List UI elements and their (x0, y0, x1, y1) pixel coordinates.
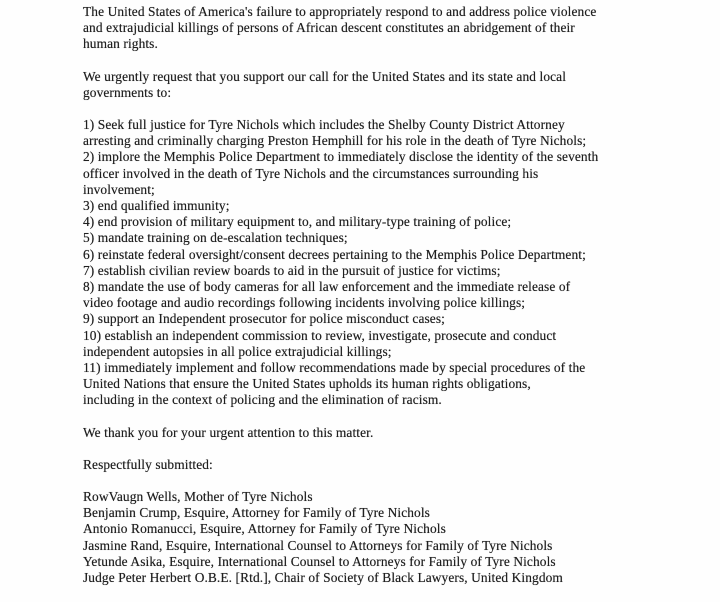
signature-line: Judge Peter Herbert O.B.E. [Rtd.], Chair of Society of Black Lawyers, United Kingdom (83, 570, 563, 586)
demand-list-line: 10) establish an independent commission to review, investigate, prosecute and conduct (83, 327, 557, 343)
signature-line: Yetunde Asika, Esquire, International Counsel to Attorneys for Family of Tyre Nichols (83, 553, 556, 569)
text-line: We urgently request that you support our call for the United States and its state and local (83, 68, 567, 84)
letter-body (83, 4, 683, 586)
demand-list-line: 2) implore the Memphis Police Department to immediately disclose the identity of the seventh (83, 149, 599, 165)
demand-list-line: 3) end qualified immunity; (83, 198, 230, 214)
signature-line: Benjamin Crump, Esquire, Attorney for Family of Tyre Nichols (83, 505, 430, 521)
demand-list-line: 11) immediately implement and follow recommendations made by special procedures of the (83, 360, 586, 376)
demand-list-line: independent autopsies in all police extrajudicial killings; (83, 343, 392, 359)
text-line: The United States of America's failure to appropriately respond to and address police violence (83, 4, 597, 19)
text-line: human rights. (83, 36, 158, 52)
demand-list-line: United Nations that ensure the United States upholds its human rights obligations, (83, 376, 531, 392)
demand-list-line: 1) Seek full justice for Tyre Nichols which includes the Shelby County District Attorney (83, 117, 565, 133)
demand-list-line: 6) reinstate federal oversight/consent decrees pertaining to the Memphis Police Department; (83, 246, 586, 262)
demand-list-line: 8) mandate the use of body cameras for all law enforcement and the immediate release of (83, 279, 571, 295)
closing-line (83, 457, 683, 473)
demand-list-line: involvement; (83, 181, 155, 197)
demand-list-line: including in the context of policing and the elimination of racism. (83, 392, 442, 408)
request-paragraph (83, 69, 683, 101)
signature-line: Antonio Romanucci, Esquire, Attorney for Family of Tyre Nichols (83, 521, 446, 537)
text-line: governments to: (83, 84, 172, 100)
demand-list-line: 9) support an Independent prosecutor for police misconduct cases; (83, 311, 445, 327)
demand-list-line: 5) mandate training on de-escalation techniques; (83, 230, 348, 246)
demands-list (83, 117, 683, 409)
thanks-paragraph (83, 425, 683, 441)
demand-list-line: video footage and audio recordings following incidents involving police killings; (83, 295, 526, 311)
signature-block (83, 489, 683, 586)
demand-list-line: 7) establish civilian review boards to aid in the pursuit of justice for victims; (83, 262, 501, 278)
demand-list-line: arresting and criminally charging Preston Hemphill for his role in the death of Tyre Nichols; (83, 133, 587, 149)
signature-line: RowVaugn Wells, Mother of Tyre Nichols (83, 489, 313, 505)
text-line: Respectfully submitted: (83, 456, 213, 472)
demand-list-line: 4) end provision of military equipment to, and military-type training of police; (83, 214, 512, 230)
text-line: We thank you for your urgent attention to this matter. (83, 424, 374, 440)
text-line: and extrajudicial killings of persons of African descent constitutes an abridgement of their (83, 20, 575, 36)
opening-paragraph (83, 4, 683, 53)
demand-list-line: officer involved in the death of Tyre Nichols and the circumstances surrounding his (83, 165, 539, 181)
signature-line: Jasmine Rand, Esquire, International Counsel to Attorneys for Family of Tyre Nichols (83, 537, 553, 553)
